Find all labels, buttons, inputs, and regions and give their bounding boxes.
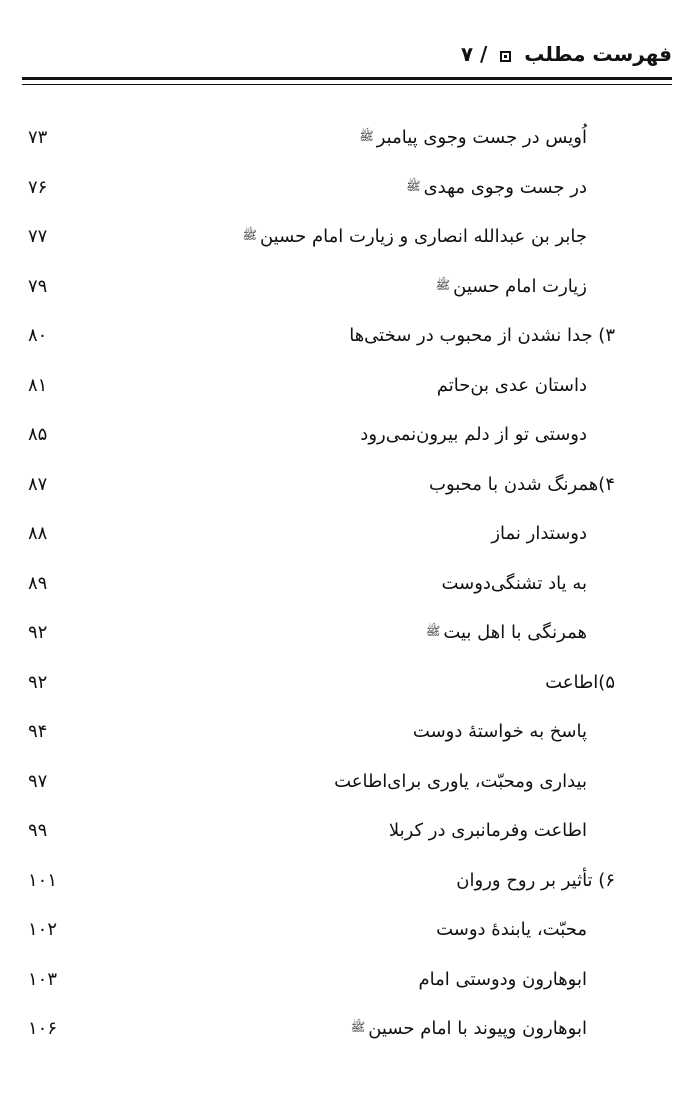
toc-entry-title (436, 276, 587, 298)
toc-entry-page: ۸۱ (28, 374, 48, 396)
toc-entry (0, 462, 700, 512)
toc-entry (0, 214, 700, 264)
toc-entry-title (413, 721, 587, 742)
toc-entry-page: ۹۹ (28, 820, 48, 841)
toc-entry (0, 610, 700, 660)
toc-entry-text: داستان عدی بن‌حاتم (436, 374, 587, 396)
toc-entry-text: اُویس در جست وجوی پیامبر (376, 127, 587, 148)
square-ornament-icon (500, 51, 511, 62)
toc-entry-text: پاسخ به خواستهٔ دوست (412, 721, 587, 742)
toc-entry-page: ۱۰۱ (28, 869, 58, 891)
toc-entry-page: ۹۴ (28, 721, 48, 742)
toc-entry-title (242, 226, 587, 248)
honorific-symbol-icon: ﷺ (435, 277, 451, 292)
toc-entry-title (351, 1018, 587, 1040)
header-rule-thin (22, 84, 672, 85)
toc-entry-page: ۹۷ (28, 770, 48, 792)
toc-entry-page: ۷۹ (28, 275, 48, 297)
toc-entry-text: ابوهارون وپیوند با امام حسین (368, 1018, 587, 1039)
toc-entry-page: ۸۰ (28, 325, 48, 346)
running-header (461, 42, 672, 66)
toc-entry-text: ۴)همرنگ شدن با محبوب (429, 473, 615, 495)
toc-entry-text: همرنگی با اهل بیت (443, 622, 587, 643)
toc-entry-text: جابر بن عبدالله انصاری و زیارت امام حسین (259, 226, 587, 247)
toc-entry-title (426, 622, 587, 644)
toc-entry-text: دوستدار نماز (491, 523, 587, 544)
toc-entry (0, 907, 700, 957)
toc-entry-page: ۸۹ (28, 572, 48, 594)
honorific-symbol-icon: ﷺ (242, 228, 257, 242)
toc-entry-title (437, 375, 587, 396)
header-page-number: ۷ (460, 42, 474, 66)
toc-entry-text: محبّت، یابندهٔ دوست (436, 919, 587, 940)
toc-entry (0, 115, 700, 165)
toc-entry-text: به یاد تشنگی‌دوست (441, 572, 587, 594)
toc-entry-page: ۷۶ (28, 176, 48, 198)
toc-entry-title (389, 820, 587, 841)
toc-entry (0, 363, 700, 413)
toc-entry-text: دوستی تو از دلم بیرون‌نمی‌رود (360, 424, 587, 445)
toc-entry-title (406, 177, 587, 199)
toc-entry-title (349, 325, 615, 346)
toc-entry (0, 759, 700, 809)
toc-entry-title (491, 523, 587, 544)
toc-entry (0, 511, 700, 561)
toc-entry-title (359, 127, 587, 149)
honorific-symbol-icon: ﷺ (425, 624, 441, 638)
honorific-symbol-icon: ﷺ (359, 129, 374, 143)
toc-entry-text: ۶) تأثیر بر روح وروان (456, 869, 615, 891)
toc-entry-title (545, 672, 615, 693)
toc-entry-text: در جست وجوی مهدی (423, 176, 587, 198)
toc-entry-page: ۸۸ (28, 523, 48, 544)
toc-entry-page: ۱۰۳ (28, 968, 58, 990)
header-slash: / (480, 42, 488, 66)
toc-entry-page: ۷۳ (28, 127, 48, 148)
toc-entry-title (456, 870, 615, 891)
toc-entry-title (360, 424, 587, 445)
toc-entry-page: ۱۰۲ (28, 919, 58, 940)
honorific-symbol-icon: ﷺ (350, 1020, 366, 1034)
toc-entry (0, 264, 700, 314)
toc-entry (0, 709, 700, 759)
toc-entry (0, 808, 700, 858)
toc-entry-text: ابوهارون ودوستی امام (418, 968, 587, 990)
header-rule-thick (22, 77, 672, 80)
toc-entry-title (436, 919, 587, 940)
toc-entry-text: اطاعت وفرمانبری در کربلا (388, 820, 587, 841)
toc-entry (0, 165, 700, 215)
toc-entry-title (334, 771, 587, 792)
toc-entry (0, 1006, 700, 1056)
toc-entry-page: ۱۰۶ (28, 1018, 58, 1039)
toc-entry-page: ۹۲ (28, 671, 48, 693)
toc-entry-page: ۸۵ (28, 424, 48, 445)
toc-entry-page: ۷۷ (28, 226, 48, 247)
toc-entry (0, 412, 700, 462)
header-title: فهرست مطلب (524, 42, 672, 66)
toc-entry-title (441, 573, 587, 594)
toc-entry-text: ۳) جدا نشدن از محبوب در سختی‌ها (349, 325, 615, 346)
toc-entry-text: ۵)اطاعت (545, 671, 615, 693)
toc-entry (0, 957, 700, 1007)
toc-entry (0, 660, 700, 710)
toc-entry-text: زیارت امام حسین (453, 275, 587, 297)
table-of-contents (0, 115, 700, 1056)
honorific-symbol-icon: ﷺ (406, 178, 421, 193)
toc-entry (0, 561, 700, 611)
toc-entry-page: ۸۷ (28, 473, 48, 495)
toc-entry (0, 858, 700, 908)
toc-entry-text: بیداری ومحبّت، یاوری برای‌اطاعت (334, 770, 587, 792)
toc-entry (0, 313, 700, 363)
page-header (22, 40, 672, 74)
toc-entry-title (418, 969, 587, 990)
toc-entry-title (429, 474, 615, 495)
toc-entry-page: ۹۲ (28, 622, 48, 643)
